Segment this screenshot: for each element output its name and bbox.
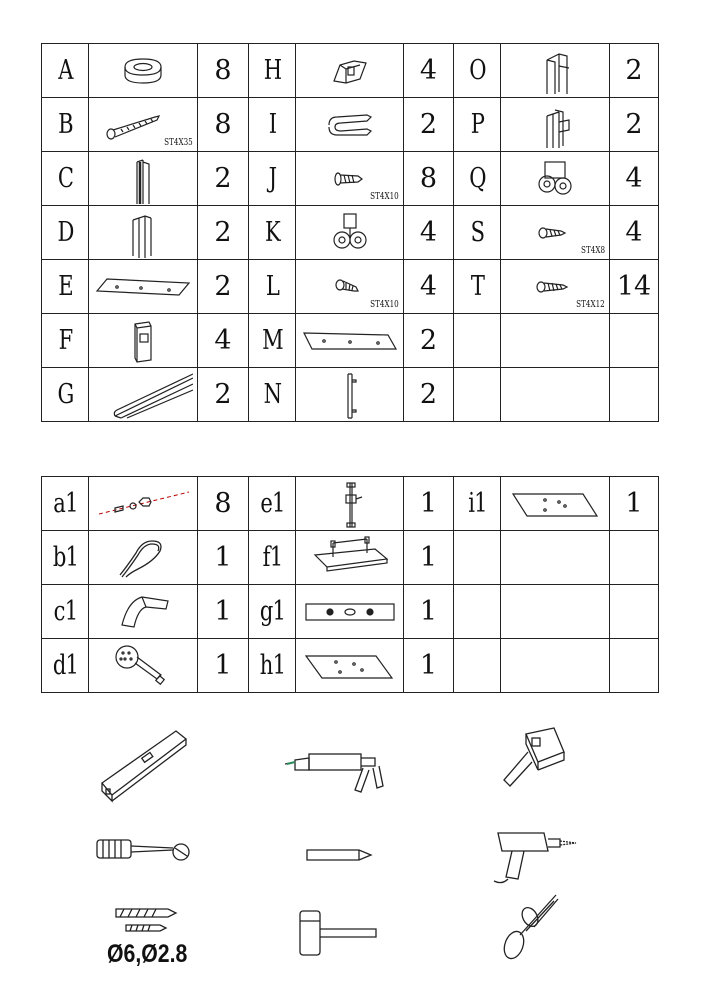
part-qty: 2 [198,368,249,422]
part-label: T [459,260,496,314]
part-qty: 4 [610,152,659,206]
part-label: L [254,260,291,314]
part-label: f1 [254,531,291,585]
part-label: K [254,206,291,260]
screw-spec: ST4X8 [580,246,605,256]
table-row [42,260,659,314]
part-h1-plate-icon [296,639,404,693]
part-qty: 4 [610,206,659,260]
part-label: E [47,260,84,314]
part-label: d1 [47,639,84,693]
part-e1-slide-bar-icon [296,477,404,531]
screw-spec: ST4X10 [370,300,399,310]
electric-drill-icon [488,825,580,887]
shower-accessories-table [41,476,659,693]
part-qty: 2 [198,152,249,206]
part-i-seal-icon [296,98,404,152]
part-qty: 2 [610,44,659,98]
part-label: e1 [254,477,291,531]
pencil-icon [305,844,375,864]
part-qty: 1 [198,639,249,693]
part-qty: 1 [198,531,249,585]
part-d-profile-icon [89,206,198,260]
table-row [42,152,659,206]
part-qty: 1 [404,531,454,585]
part-label: H [254,44,291,98]
drill-bits-icon [112,905,182,935]
part-c-wall-profile-icon [89,152,198,206]
table-row [42,531,659,585]
part-m-plate-icon [296,314,404,368]
table-row [42,368,659,422]
table-row [42,206,659,260]
part-h-clip-icon [296,44,404,98]
part-label: B [47,98,84,152]
empty-cell [610,639,659,693]
part-label: i1 [459,477,496,531]
part-a1-anchor-icon [89,477,198,531]
part-qty: 4 [404,44,454,98]
table-row [42,98,659,152]
part-label: M [254,314,291,368]
part-l-screw-icon [296,260,404,314]
part-f-glass-clip-icon [89,314,198,368]
part-label: Q [459,152,496,206]
part-t-screw-icon [501,260,610,314]
drill-bits-size-label: Ø6,Ø2.8 [107,940,188,968]
silicone-gun-icon [285,740,390,795]
screwdriver-icon [93,832,193,872]
part-qty: 2 [610,98,659,152]
part-q-roller-icon [501,152,610,206]
part-g1-bracket-icon [296,585,404,639]
part-k-roller-icon [296,206,404,260]
empty-cell [501,585,610,639]
part-label: I [254,98,291,152]
part-qty: 4 [404,260,454,314]
part-qty: 1 [610,477,659,531]
table-row [42,477,659,531]
part-qty: 2 [404,314,454,368]
part-p-profile-icon [501,98,610,152]
part-qty: 2 [198,260,249,314]
part-a-spacer-icon [89,44,198,98]
part-qty [610,314,659,368]
empty-cell [501,368,610,422]
part-qty: 2 [198,206,249,260]
part-qty: 8 [198,98,249,152]
tape-measure-icon [500,722,570,792]
screw-spec: ST4X35 [164,138,193,148]
table-row [42,585,659,639]
table-row [42,44,659,98]
empty-cell [501,314,610,368]
part-label: G [47,368,84,422]
part-label: D [47,206,84,260]
part-f1-shelf-icon [296,531,404,585]
empty-cell [454,585,501,639]
part-label: g1 [254,585,291,639]
part-qty: 4 [404,206,454,260]
part-label: O [459,44,496,98]
part-b1-hose-icon [89,531,198,585]
part-label: A [47,44,84,98]
empty-cell [454,639,501,693]
part-label: c1 [47,585,84,639]
part-label: F [47,314,84,368]
part-label: b1 [47,531,84,585]
part-g-rail-icon [89,368,198,422]
part-qty [610,368,659,422]
scissors-icon [500,893,562,963]
part-qty: 1 [198,585,249,639]
screw-spec: ST4X10 [370,192,399,202]
part-o-profile-icon [501,44,610,98]
part-b-long-screw-icon [89,98,198,152]
empty-cell [454,531,501,585]
table-row [42,639,659,693]
part-c1-shower-arm-icon [89,585,198,639]
part-e-plate-icon [89,260,198,314]
part-qty: 8 [198,44,249,98]
hammer-icon [290,905,380,957]
part-s-screw-icon [501,206,610,260]
part-label: h1 [254,639,291,693]
part-d1-hand-shower-icon [89,639,198,693]
part-qty: 14 [610,260,659,314]
part-qty: 1 [404,477,454,531]
part-qty: 4 [198,314,249,368]
part-label [459,314,496,368]
part-n-handle-icon [296,368,404,422]
part-label: N [254,368,291,422]
empty-cell [610,585,659,639]
part-qty: 8 [198,477,249,531]
part-j-screw-icon [296,152,404,206]
part-label: C [47,152,84,206]
hardware-parts-table [41,43,659,422]
part-qty: 8 [404,152,454,206]
part-label: P [459,98,496,152]
part-qty: 2 [404,98,454,152]
part-label: S [459,206,496,260]
empty-cell [501,639,610,693]
part-label: a1 [47,477,84,531]
part-qty: 2 [404,368,454,422]
part-qty: 1 [404,585,454,639]
part-label: J [254,152,291,206]
screw-spec: ST4X12 [576,300,605,310]
part-label [459,368,496,422]
empty-cell [610,531,659,585]
table-row [42,314,659,368]
empty-cell [501,531,610,585]
spirit-level-icon [98,725,190,803]
part-i1-plate-icon [501,477,610,531]
part-qty: 1 [404,639,454,693]
